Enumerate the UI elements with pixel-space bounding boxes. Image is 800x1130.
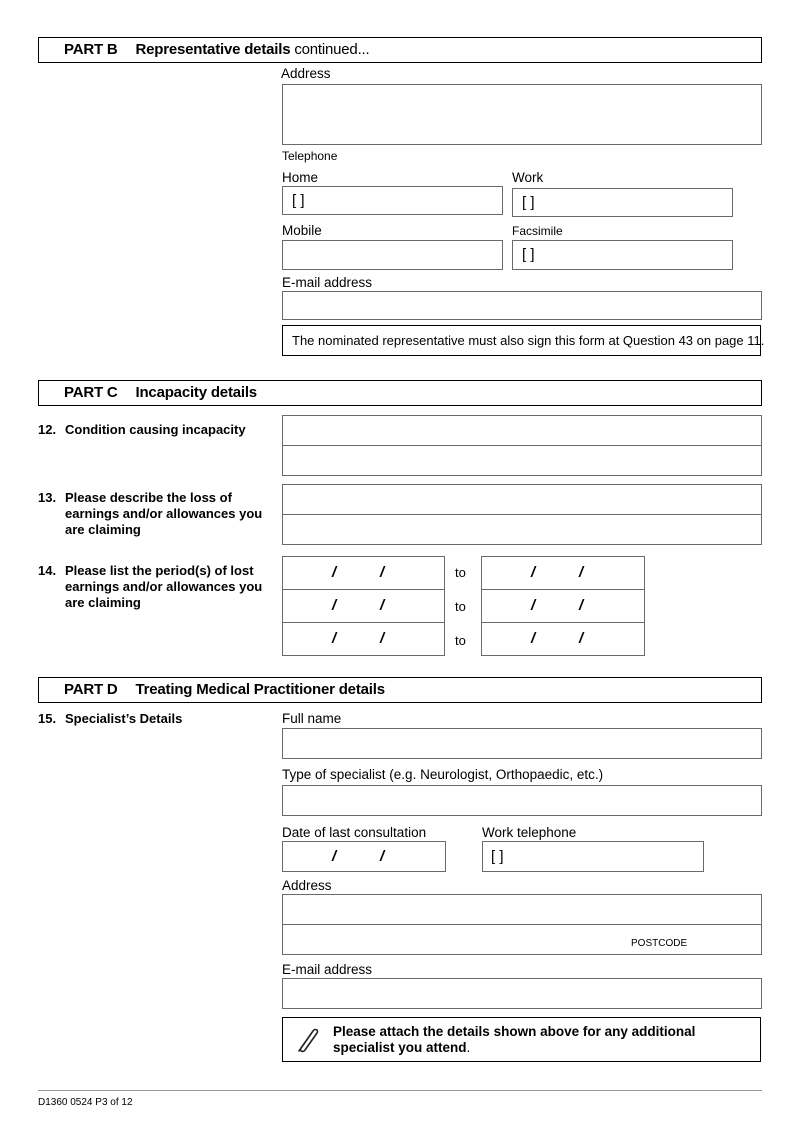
attach-specialist-note bbox=[282, 1017, 761, 1062]
postcode-label: POSTCODE bbox=[631, 938, 688, 949]
representative-sign-note bbox=[282, 325, 765, 356]
specialist-email-label: E-mail address bbox=[282, 962, 373, 977]
question-14-number: 14. bbox=[38, 563, 57, 578]
question-12-text: Condition causing incapacity bbox=[65, 422, 246, 437]
specialist-type-label: Type of specialist (e.g. Neurologist, Orthopaedic, etc.) bbox=[282, 767, 604, 782]
condition-field-line-1[interactable] bbox=[282, 415, 762, 446]
specialist-type-field[interactable] bbox=[282, 785, 762, 816]
specialist-email-field[interactable] bbox=[282, 978, 762, 1009]
home-phone-field[interactable] bbox=[282, 186, 503, 215]
last-consultation-label: Date of last consultation bbox=[282, 825, 427, 840]
period-2-from-date[interactable] bbox=[282, 589, 445, 623]
representative-sign-note-text: The nominated representative must also sign this form at Question 43 on page 11. bbox=[292, 333, 765, 348]
home-label: Home bbox=[282, 170, 319, 185]
period-2-to-date[interactable] bbox=[481, 589, 645, 623]
telephone-label: Telephone bbox=[282, 149, 338, 163]
date-slash: / bbox=[380, 597, 385, 614]
date-slash: / bbox=[332, 564, 337, 581]
date-slash: / bbox=[332, 848, 337, 865]
question-13-number: 13. bbox=[38, 490, 57, 505]
question-15-number: 15. bbox=[38, 711, 57, 726]
date-slash: / bbox=[332, 597, 337, 614]
question-13 bbox=[38, 490, 278, 540]
part-b-title: Representative details bbox=[135, 41, 291, 58]
period-1-to-label: to bbox=[455, 565, 466, 580]
part-d-label: PART D bbox=[64, 681, 118, 698]
rep-address-label: Address bbox=[281, 66, 331, 81]
work-label: Work bbox=[512, 170, 544, 185]
mobile-label: Mobile bbox=[282, 223, 322, 238]
date-slash: / bbox=[531, 597, 536, 614]
loss-description-field-line-1[interactable] bbox=[282, 484, 762, 515]
question-13-text: Please describe the loss of earnings and/or allowances you are claiming bbox=[65, 490, 263, 537]
period-2-to-label: to bbox=[455, 599, 466, 614]
date-slash: / bbox=[579, 597, 584, 614]
specialist-work-telephone-field[interactable] bbox=[482, 841, 704, 872]
rep-address-field[interactable] bbox=[282, 84, 762, 145]
question-14 bbox=[38, 563, 278, 613]
date-slash: / bbox=[380, 564, 385, 581]
date-slash: / bbox=[579, 630, 584, 647]
part-d-title: Treating Medical Practitioner details bbox=[135, 681, 385, 698]
period-1-to-date[interactable] bbox=[481, 556, 645, 590]
specialist-address-field-line-2[interactable] bbox=[282, 924, 762, 955]
period-1-from-date[interactable] bbox=[282, 556, 445, 590]
date-slash: / bbox=[531, 564, 536, 581]
full-name-field[interactable] bbox=[282, 728, 762, 759]
part-b-header bbox=[38, 37, 762, 63]
rep-email-field[interactable] bbox=[282, 291, 762, 320]
specialist-address-label: Address bbox=[282, 878, 332, 893]
rep-email-label: E-mail address bbox=[282, 275, 373, 290]
specialist-area-code-bracket: [ ] bbox=[491, 848, 504, 865]
work-phone-field[interactable] bbox=[512, 188, 733, 217]
part-c-title: Incapacity details bbox=[135, 384, 257, 401]
question-12 bbox=[38, 422, 278, 442]
facsimile-label: Facsimile bbox=[512, 224, 563, 238]
work-area-code-bracket: [ ] bbox=[522, 194, 535, 211]
period-3-to-label: to bbox=[455, 633, 466, 648]
part-c-header bbox=[38, 380, 762, 406]
attach-note-text: Please attach the details shown above for any additional specialist you attend bbox=[333, 1024, 696, 1055]
period-3-from-date[interactable] bbox=[282, 622, 445, 656]
loss-description-field-line-2[interactable] bbox=[282, 514, 762, 545]
facsimile-field[interactable] bbox=[512, 240, 733, 270]
part-c-label: PART C bbox=[64, 384, 118, 401]
date-slash: / bbox=[579, 564, 584, 581]
question-12-number: 12. bbox=[38, 422, 57, 437]
footer-divider bbox=[38, 1090, 762, 1091]
date-slash: / bbox=[380, 630, 385, 647]
paperclip-icon bbox=[291, 1024, 321, 1061]
question-15 bbox=[38, 711, 278, 731]
last-consultation-date-field[interactable] bbox=[282, 841, 446, 872]
full-name-label: Full name bbox=[282, 711, 342, 726]
mobile-field[interactable] bbox=[282, 240, 503, 270]
attach-note-period: . bbox=[466, 1040, 471, 1055]
date-slash: / bbox=[380, 848, 385, 865]
part-b-continued: continued... bbox=[294, 41, 370, 58]
specialist-address-field-line-1[interactable] bbox=[282, 894, 762, 925]
question-15-text: Specialist’s Details bbox=[65, 711, 183, 726]
condition-field-line-2[interactable] bbox=[282, 445, 762, 476]
part-d-header bbox=[38, 677, 762, 703]
fax-area-code-bracket: [ ] bbox=[522, 246, 535, 263]
question-14-text: Please list the period(s) of lost earnings and/or allowances you are claiming bbox=[65, 563, 263, 610]
date-slash: / bbox=[332, 630, 337, 647]
page-footer: D1360 0524 P3 of 12 bbox=[38, 1097, 133, 1108]
part-b-label: PART B bbox=[64, 41, 118, 58]
date-slash: / bbox=[531, 630, 536, 647]
home-area-code-bracket: [ ] bbox=[292, 192, 305, 209]
specialist-work-telephone-label: Work telephone bbox=[482, 825, 577, 840]
period-3-to-date[interactable] bbox=[481, 622, 645, 656]
